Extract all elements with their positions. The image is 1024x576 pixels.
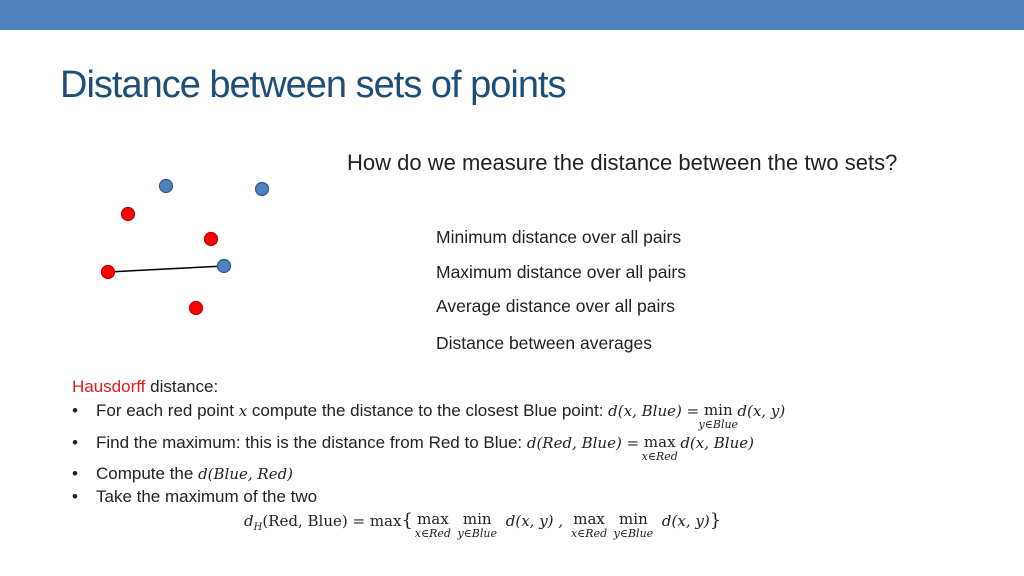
formula-lhs-args: (Red, Blue) = max xyxy=(262,512,402,530)
red-point xyxy=(102,266,115,279)
formula-d: d xyxy=(244,512,254,530)
bullet-1-math-left: d(x, Blue) = xyxy=(608,402,704,420)
formula-term-2: d(x, y) xyxy=(661,512,710,530)
bullet-2-operator xyxy=(641,433,678,463)
bullet-4-text: Take the maximum of the two xyxy=(96,487,318,506)
formula-op-1-text: max xyxy=(417,510,449,528)
bullet-2-op: max xyxy=(643,433,676,451)
bullet-3-math: d(Blue, Red) xyxy=(198,465,294,483)
red-point xyxy=(122,208,135,221)
bullet-2-math-right: d(x, Blue) xyxy=(675,434,754,452)
formula-op-4-text: min xyxy=(619,510,648,528)
bullet-2: • Find the maximum: this is the distance from Red to Blue: d(Red, Blue) = max x∈Red d(x, Blue) xyxy=(72,433,754,463)
formula-op-1-sub: x∈Red xyxy=(414,527,451,540)
formula-term-1: d(x, y) , xyxy=(505,512,564,530)
hausdorff-formula xyxy=(244,510,722,540)
option-averages: Distance between averages xyxy=(436,333,652,353)
formula-op-1 xyxy=(414,510,451,540)
formula-d-sub: H xyxy=(253,522,263,533)
bullet-3-text: Compute the xyxy=(96,464,199,483)
bullet-3: • Compute the d(Blue, Red) xyxy=(72,464,294,483)
bullet-1-math-right: d(x, y) xyxy=(732,402,786,420)
bullet-1-op: min xyxy=(703,401,733,419)
bullet-4: • Take the maximum of the two xyxy=(72,487,318,506)
option-minimum: Minimum distance over all pairs xyxy=(436,227,682,247)
bullet-1-text-b: compute the distance to the closest Blue point: xyxy=(247,401,609,420)
formula-op-2-text: min xyxy=(462,510,492,528)
formula-op-4 xyxy=(613,510,654,540)
pair-distance-line xyxy=(108,266,224,272)
hausdorff-rest: distance: xyxy=(145,377,219,396)
formula-brace-right: } xyxy=(709,510,722,531)
bullet-1-operator xyxy=(698,401,739,431)
bullet-1: • For each red point x compute the distance to the closest Blue point: d(x, Blue) = min y∈Blue d(x, y) xyxy=(72,401,786,431)
formula-brace-left: { xyxy=(401,510,413,531)
slide-title: Distance between sets of points xyxy=(60,64,566,106)
option-average: Average distance over all pairs xyxy=(436,296,675,316)
formula-op-3-sub: x∈Red xyxy=(570,527,608,540)
question-text: How do we measure the distance between the two sets? xyxy=(347,150,898,175)
red-point xyxy=(205,233,218,246)
hausdorff-heading xyxy=(72,377,218,397)
blue-point xyxy=(218,260,231,273)
bullet-2-op-sub: x∈Red xyxy=(641,450,678,463)
formula-op-3-text: max xyxy=(573,510,605,528)
hausdorff-term: Hausdorff xyxy=(72,377,146,396)
formula-op-4-sub: y∈Blue xyxy=(613,527,654,540)
bullet-1-op-sub: y∈Blue xyxy=(698,418,739,431)
option-maximum: Maximum distance over all pairs xyxy=(436,262,686,282)
formula-op-2-sub: y∈Blue xyxy=(457,527,498,540)
bullet-1-text-a: For each red point xyxy=(96,401,239,420)
blue-point xyxy=(256,183,269,196)
formula-op-2 xyxy=(457,510,498,540)
blue-point xyxy=(160,180,173,193)
formula-op-3 xyxy=(570,510,608,540)
bullet-2-text: Find the maximum: this is the distance from Red to Blue: xyxy=(96,433,527,452)
red-point xyxy=(190,302,203,315)
point-sets-diagram xyxy=(0,0,320,340)
bullet-2-math-left: d(Red, Blue) = xyxy=(526,434,644,452)
bullet-1-var: x xyxy=(238,402,248,420)
